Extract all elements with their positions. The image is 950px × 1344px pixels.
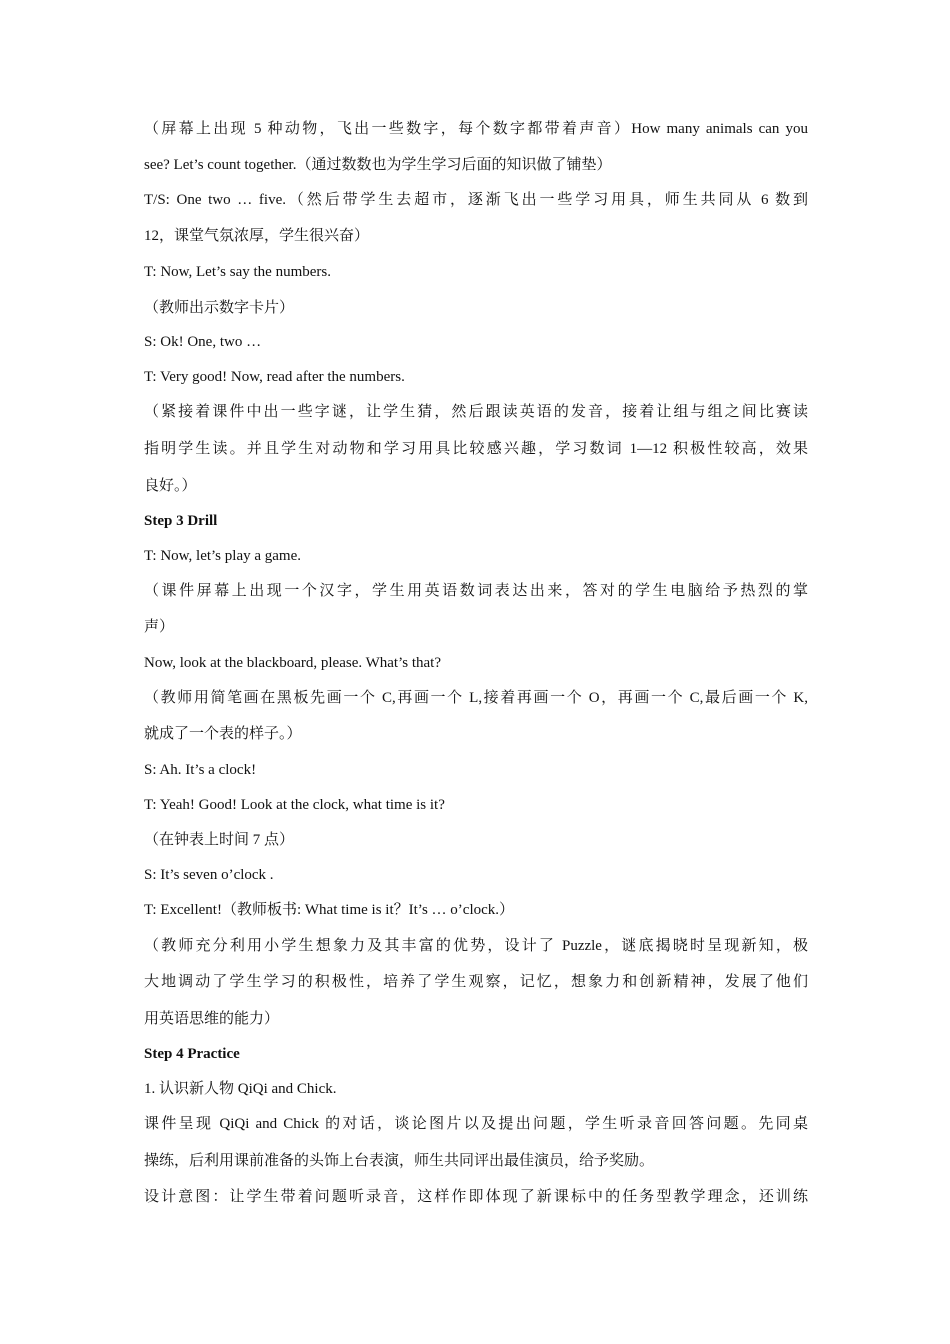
text-line: （教师出示数字卡片） [144,300,295,316]
text-line: 设计意图：让学生带着问题听录音，这样作即体现了新课标中的任务型教学理念，还训练 [144,1189,808,1205]
text-line: 声） [144,619,175,635]
text-line: 指明学生读。并且学生对动物和学习用具比较感兴趣，学习数词 1—12 积极性较高，效果 [144,441,808,457]
text-line: S: Ok! One, two … [144,334,262,350]
text-line: T: Now, let’s play a game. [144,548,301,564]
text-line: 就成了一个表的样子。） [144,726,302,742]
text-line: 操练，后利用课前准备的头饰上台表演，师生共同评出最佳演员，给予奖励。 [144,1153,655,1169]
text-line: （课件屏幕上出现一个汉字，学生用英语数词表达出来，答对的学生电脑给予热烈的掌 [144,583,808,599]
text-line: Now, look at the blackboard, please. What’s that? [144,655,441,671]
text-line: 课件呈现 QiQi and Chick 的对话，谈论图片以及提出问题，学生听录音回答问题。先同桌 [144,1116,808,1132]
section-heading: Step 4 Practice [144,1046,240,1062]
text-line: S: Ah. It’s a clock! [144,762,257,778]
text-line: S: It’s seven o’clock . [144,867,274,883]
section-heading: Step 3 Drill [144,513,218,529]
text-line: see? Let’s count together.（通过数数也为学生学习后面的知识做了铺垫） [144,157,612,173]
text-line: （教师用简笔画在黑板先画一个 C,再画一个 L,接着再画一个 O，再画一个 C,最后画一个 K, [144,690,808,706]
text-line: （在钟表上时间 7 点） [144,832,295,848]
text-line: T/S: One two … five.（然后带学生去超市，逐渐飞出一些学习用具，师生共同从 6 数到 [144,192,808,208]
text-line: （紧接着课件中出一些字谜，让学生猜，然后跟读英语的发音，接着让组与组之间比赛读 [144,404,808,420]
text-line: （屏幕上出现 5 种动物，飞出一些数字，每个数字都带着声音）How many animals can you [144,121,808,137]
text-line: 良好。） [144,478,197,494]
text-line: T: Very good! Now, read after the numbers. [144,369,405,385]
text-line: T: Yeah! Good! Look at the clock, what time is it? [144,797,445,813]
text-line: 大地调动了学生学习的积极性，培养了学生观察，记忆，想象力和创新精神，发展了他们 [144,974,808,990]
text-line: 用英语思维的能力） [144,1011,280,1027]
text-line: T: Now, Let’s say the numbers. [144,264,331,280]
text-line: 12，课堂气氛浓厚，学生很兴奋） [144,228,370,244]
text-line: 1. 认识新人物 QiQi and Chick. [144,1081,337,1097]
text-line: T: Excellent!（教师板书: What time is it？It’s … o’clock.） [144,902,515,918]
text-line: （教师充分利用小学生想象力及其丰富的优势，设计了 Puzzle，谜底揭晓时呈现新知，极 [144,938,808,954]
